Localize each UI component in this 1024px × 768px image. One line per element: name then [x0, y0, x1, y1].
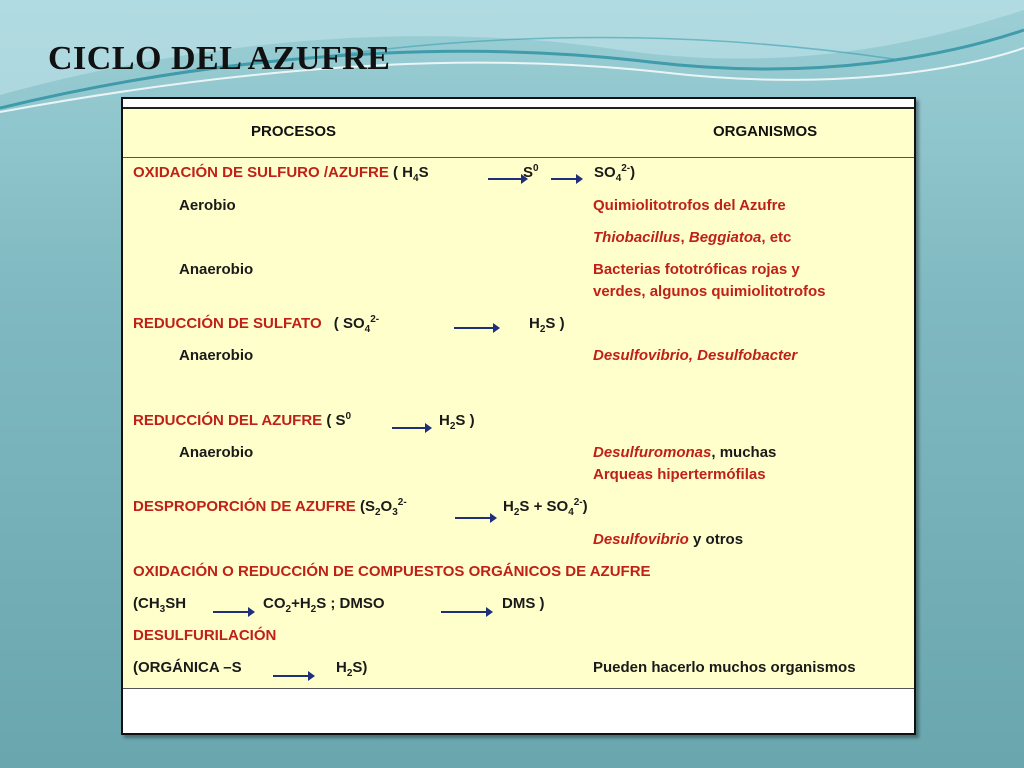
formula-h2s: $H_2S$ ) [439, 412, 475, 432]
organismo-muchos: Pueden hacerlo muchos organismos [593, 659, 856, 676]
header-procesos: PROCESOS [251, 123, 337, 140]
process-oxidacion-organicos: OXIDACIÓN O REDUCCIÓN DE COMPUESTOS ORGÁNICOS DE AZUFRE [133, 563, 651, 580]
proceso-anaerobio: Anaerobio [179, 347, 254, 364]
arrow [488, 178, 522, 180]
process-desproporcion: DESPROPORCIÓN DE AZUFRE ($S_2O_3^{2-}$ [133, 497, 407, 518]
proceso-aerobio: Aerobio [179, 197, 236, 214]
organismo-thiobacillus: Thiobacillus, Beggiatoa, etc [593, 229, 792, 246]
arrow [392, 427, 426, 429]
slide-title: CICLO DEL AZUFRE [48, 40, 391, 77]
formula-so4: $SO_4^{2-}$) [594, 163, 636, 184]
process-oxidacion-sulfuro: OXIDACIÓN DE SULFURO /AZUFRE ( $H_4S$ [133, 164, 429, 184]
organismo-bacterias-line1: Bacterias fototróficas rojas y [593, 261, 800, 278]
organismo-arqueas: Arqueas hipertermófilas [593, 466, 766, 483]
arrow [454, 327, 494, 329]
arrow [455, 517, 491, 519]
header-organismos: ORGANISMOS [713, 123, 818, 140]
organismo-desulfovibrio: Desulfovibrio, Desulfobacter [593, 347, 798, 364]
arrow [273, 675, 309, 677]
process-desulfurilacion: DESULFURILACIÓN [133, 627, 277, 644]
organismo-desulfuromonas: Desulfuromonas, muchas [593, 444, 777, 461]
arrow [213, 611, 249, 613]
process-reduccion-sulfato: REDUCCIÓN DE SULFATO ( $SO_4^{2-}$ [133, 314, 380, 335]
process-table [121, 97, 916, 735]
table-header [123, 109, 914, 158]
formula-ch3sh: ($CH_3SH$ [133, 595, 187, 615]
formula-co2-dmso: $CO_2+H_2S$ ; DMSO [263, 595, 385, 615]
formula-h2s-so4: $H_2S + SO_4^{2-}$) [503, 497, 588, 518]
proceso-anaerobio: Anaerobio [179, 261, 254, 278]
arrow [441, 611, 487, 613]
process-reduccion-azufre: REDUCCIÓN DEL AZUFRE ( $S^0$ [133, 411, 352, 429]
organismo-quimiolitotrofos: Quimiolitotrofos del Azufre [593, 197, 786, 214]
formula-h2s: $H_2S$ ) [529, 315, 565, 335]
formula-s0: $S^0$ [523, 163, 539, 181]
organismo-desulfovibrio-otros: Desulfovibrio y otros [593, 531, 744, 548]
formula-organica: (ORGÁNICA –S [133, 659, 242, 676]
formula-h2s: $H_2S$) [336, 659, 368, 679]
organismo-bacterias-line2: verdes, algunos quimiolitotrofos [593, 283, 826, 300]
arrow [551, 178, 577, 180]
proceso-anaerobio: Anaerobio [179, 444, 254, 461]
formula-dms: DMS ) [502, 595, 545, 612]
